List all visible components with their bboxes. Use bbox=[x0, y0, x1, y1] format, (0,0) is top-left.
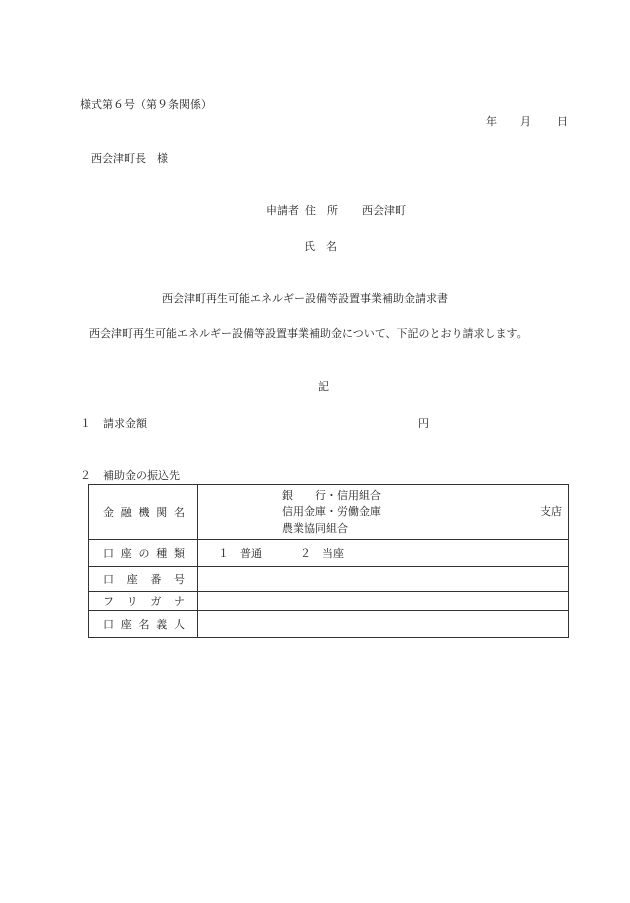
institution-value-cell[interactable] bbox=[198, 485, 569, 540]
item2-number: ２ bbox=[80, 469, 91, 482]
item1-unit: 円 bbox=[418, 417, 429, 430]
table-row bbox=[89, 485, 569, 540]
date-year: 年 bbox=[486, 115, 497, 128]
holder-label-cell: 口 座 名 義 人 bbox=[89, 611, 198, 638]
addressee: 西会津町長 様 bbox=[91, 152, 168, 165]
body-text: 西会津町再生可能エネルギー設備等設置事業補助金について、下記のとおり請求します。 bbox=[89, 327, 528, 340]
account-type-label-cell: 口 座 の 種 類 bbox=[89, 540, 198, 567]
account-type-value-cell[interactable] bbox=[198, 540, 569, 567]
item2-label: 補助金の振込先 bbox=[103, 469, 180, 482]
date-day: 日 bbox=[557, 115, 568, 128]
address-value: 西会津町 bbox=[362, 204, 406, 217]
account-type-current[interactable]: ２ 当座 bbox=[300, 547, 344, 560]
furigana-value-cell[interactable] bbox=[198, 592, 569, 611]
institution-type-ja: 農業協同組合 bbox=[282, 522, 348, 535]
item1-number: １ bbox=[80, 417, 91, 430]
account-number-value-cell[interactable] bbox=[198, 567, 569, 592]
table-row bbox=[89, 567, 569, 592]
ki-heading: 記 bbox=[318, 380, 329, 393]
institution-type-shinkin: 信用金庫・労働金庫 bbox=[282, 505, 381, 518]
institution-type-bank: 銀 行・信用組合 bbox=[282, 489, 381, 502]
holder-value-cell[interactable] bbox=[198, 611, 569, 638]
document-title: 西会津町再生可能エネルギー設備等設置事業補助金請求書 bbox=[162, 292, 448, 305]
table-row bbox=[89, 540, 569, 567]
account-type-ordinary[interactable]: １ 普通 bbox=[218, 547, 262, 560]
institution-label-cell: 金 融 機 関 名 bbox=[89, 485, 198, 540]
item1-label: 請求金額 bbox=[103, 417, 147, 430]
account-number-label-cell: 口 座 番 号 bbox=[89, 567, 198, 592]
table-row bbox=[89, 611, 569, 638]
bank-transfer-table bbox=[88, 484, 569, 638]
address-label: 住 所 bbox=[305, 204, 338, 217]
branch-label: 支店 bbox=[540, 505, 562, 518]
furigana-label-cell: フ リ ガ ナ bbox=[89, 592, 198, 611]
name-label: 氏 名 bbox=[304, 240, 337, 253]
form-number: 様式第６号（第９条関係） bbox=[80, 98, 212, 111]
table-row bbox=[89, 592, 569, 611]
date-month: 月 bbox=[520, 115, 531, 128]
applicant-label: 申請者 bbox=[266, 204, 299, 217]
